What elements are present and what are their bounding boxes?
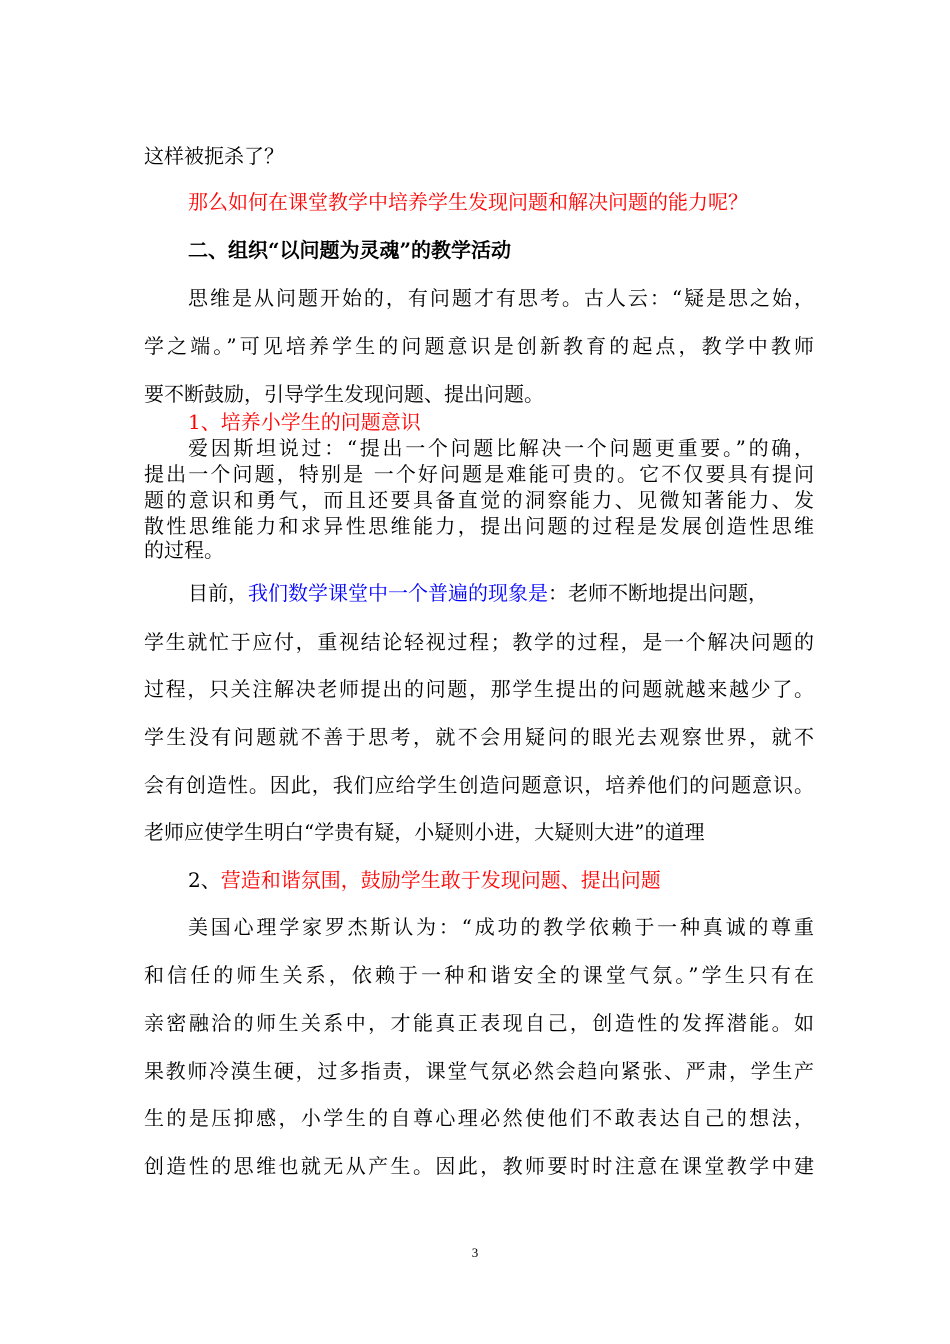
paragraph-line: 果教师冷漠生硬，过多指责，课堂气氛必然会趋向紧张、严肃，学生产 [144,1059,814,1083]
page-number: 3 [471,1245,479,1260]
subsection-heading: 1、培养小学生的问题意识 [188,410,421,434]
paragraph-line: 要不断鼓励，引导学生发现问题、提出问题。 [144,382,544,406]
highlighted-phrase: 我们数学课堂中一个普遍的现象是 [248,581,548,605]
paragraph-line: 的过程。 [144,538,224,562]
paragraph-line: 学生就忙于应付，重视结论轻视过程；教学的过程，是一个解决问题的 [144,630,814,654]
section-heading: 二、组织“以问题为灵魂”的教学活动 [188,238,512,262]
paragraph-line: 生的是压抑感，小学生的自尊心理必然使他们不敢表达自己的想法， [144,1106,814,1130]
highlighted-question: 那么如何在课堂教学中培养学生发现问题和解决问题的能力呢？ [188,190,748,214]
paragraph-line: 和信任的师生关系，依赖于一种和谐安全的课堂气氛。”学生只有在 [144,963,814,987]
text-line: 这样被扼杀了？ [144,144,284,168]
subsection-title: 营造和谐氛围，鼓励学生敢于发现问题、提出问题 [220,868,661,892]
paragraph-line: 学生没有问题就不善于思考，就不会用疑问的眼光去观察世界，就不 [144,725,814,749]
paragraph-line: 思维是从问题开始的，有问题才有思考。古人云：“疑是思之始， [188,286,814,310]
paragraph-line: 爱因斯坦说过：“提出一个问题比解决一个问题更重要。”的确， [188,436,814,460]
text-segment: 目前， [188,581,248,605]
paragraph-line: 会有创造性。因此，我们应给学生创造问题意识，培养他们的问题意识。 [144,773,814,797]
paragraph-line: 提出一个问题，特别是 一个好问题是难能可贵的。它不仅要具有提问 [144,462,814,486]
paragraph-line: 美国心理学家罗杰斯认为：“成功的教学依赖于一种真诚的尊重 [188,915,814,939]
subsection-heading [188,868,661,892]
paragraph-line: 老师应使学生明白“学贵有疑，小疑则小进，大疑则大进”的道理 [144,820,705,844]
paragraph-line: 亲密融洽的师生关系中，才能真正表现自己，创造性的发挥潜能。如 [144,1011,814,1035]
text-segment: ：老师不断地提出问题， [548,581,768,605]
paragraph-line: 散性思维能力和求异性思维能力，提出问题的过程是发展创造性思维 [144,514,814,538]
paragraph-line-mixed [188,581,768,605]
paragraph-line: 创造性的思维也就无从产生。因此，教师要时时注意在课堂教学中建 [144,1154,814,1178]
subsection-number: 2、 [188,868,221,892]
paragraph-line: 题的意识和勇气，而且还要具备直觉的洞察能力、见微知著能力、发 [144,488,814,512]
paragraph-line: 过程，只关注解决老师提出的问题，那学生提出的问题就越来越少了。 [144,677,814,701]
paragraph-line: 学之端。”可见培养学生的问题意识是创新教育的起点，教学中教师 [144,334,814,358]
